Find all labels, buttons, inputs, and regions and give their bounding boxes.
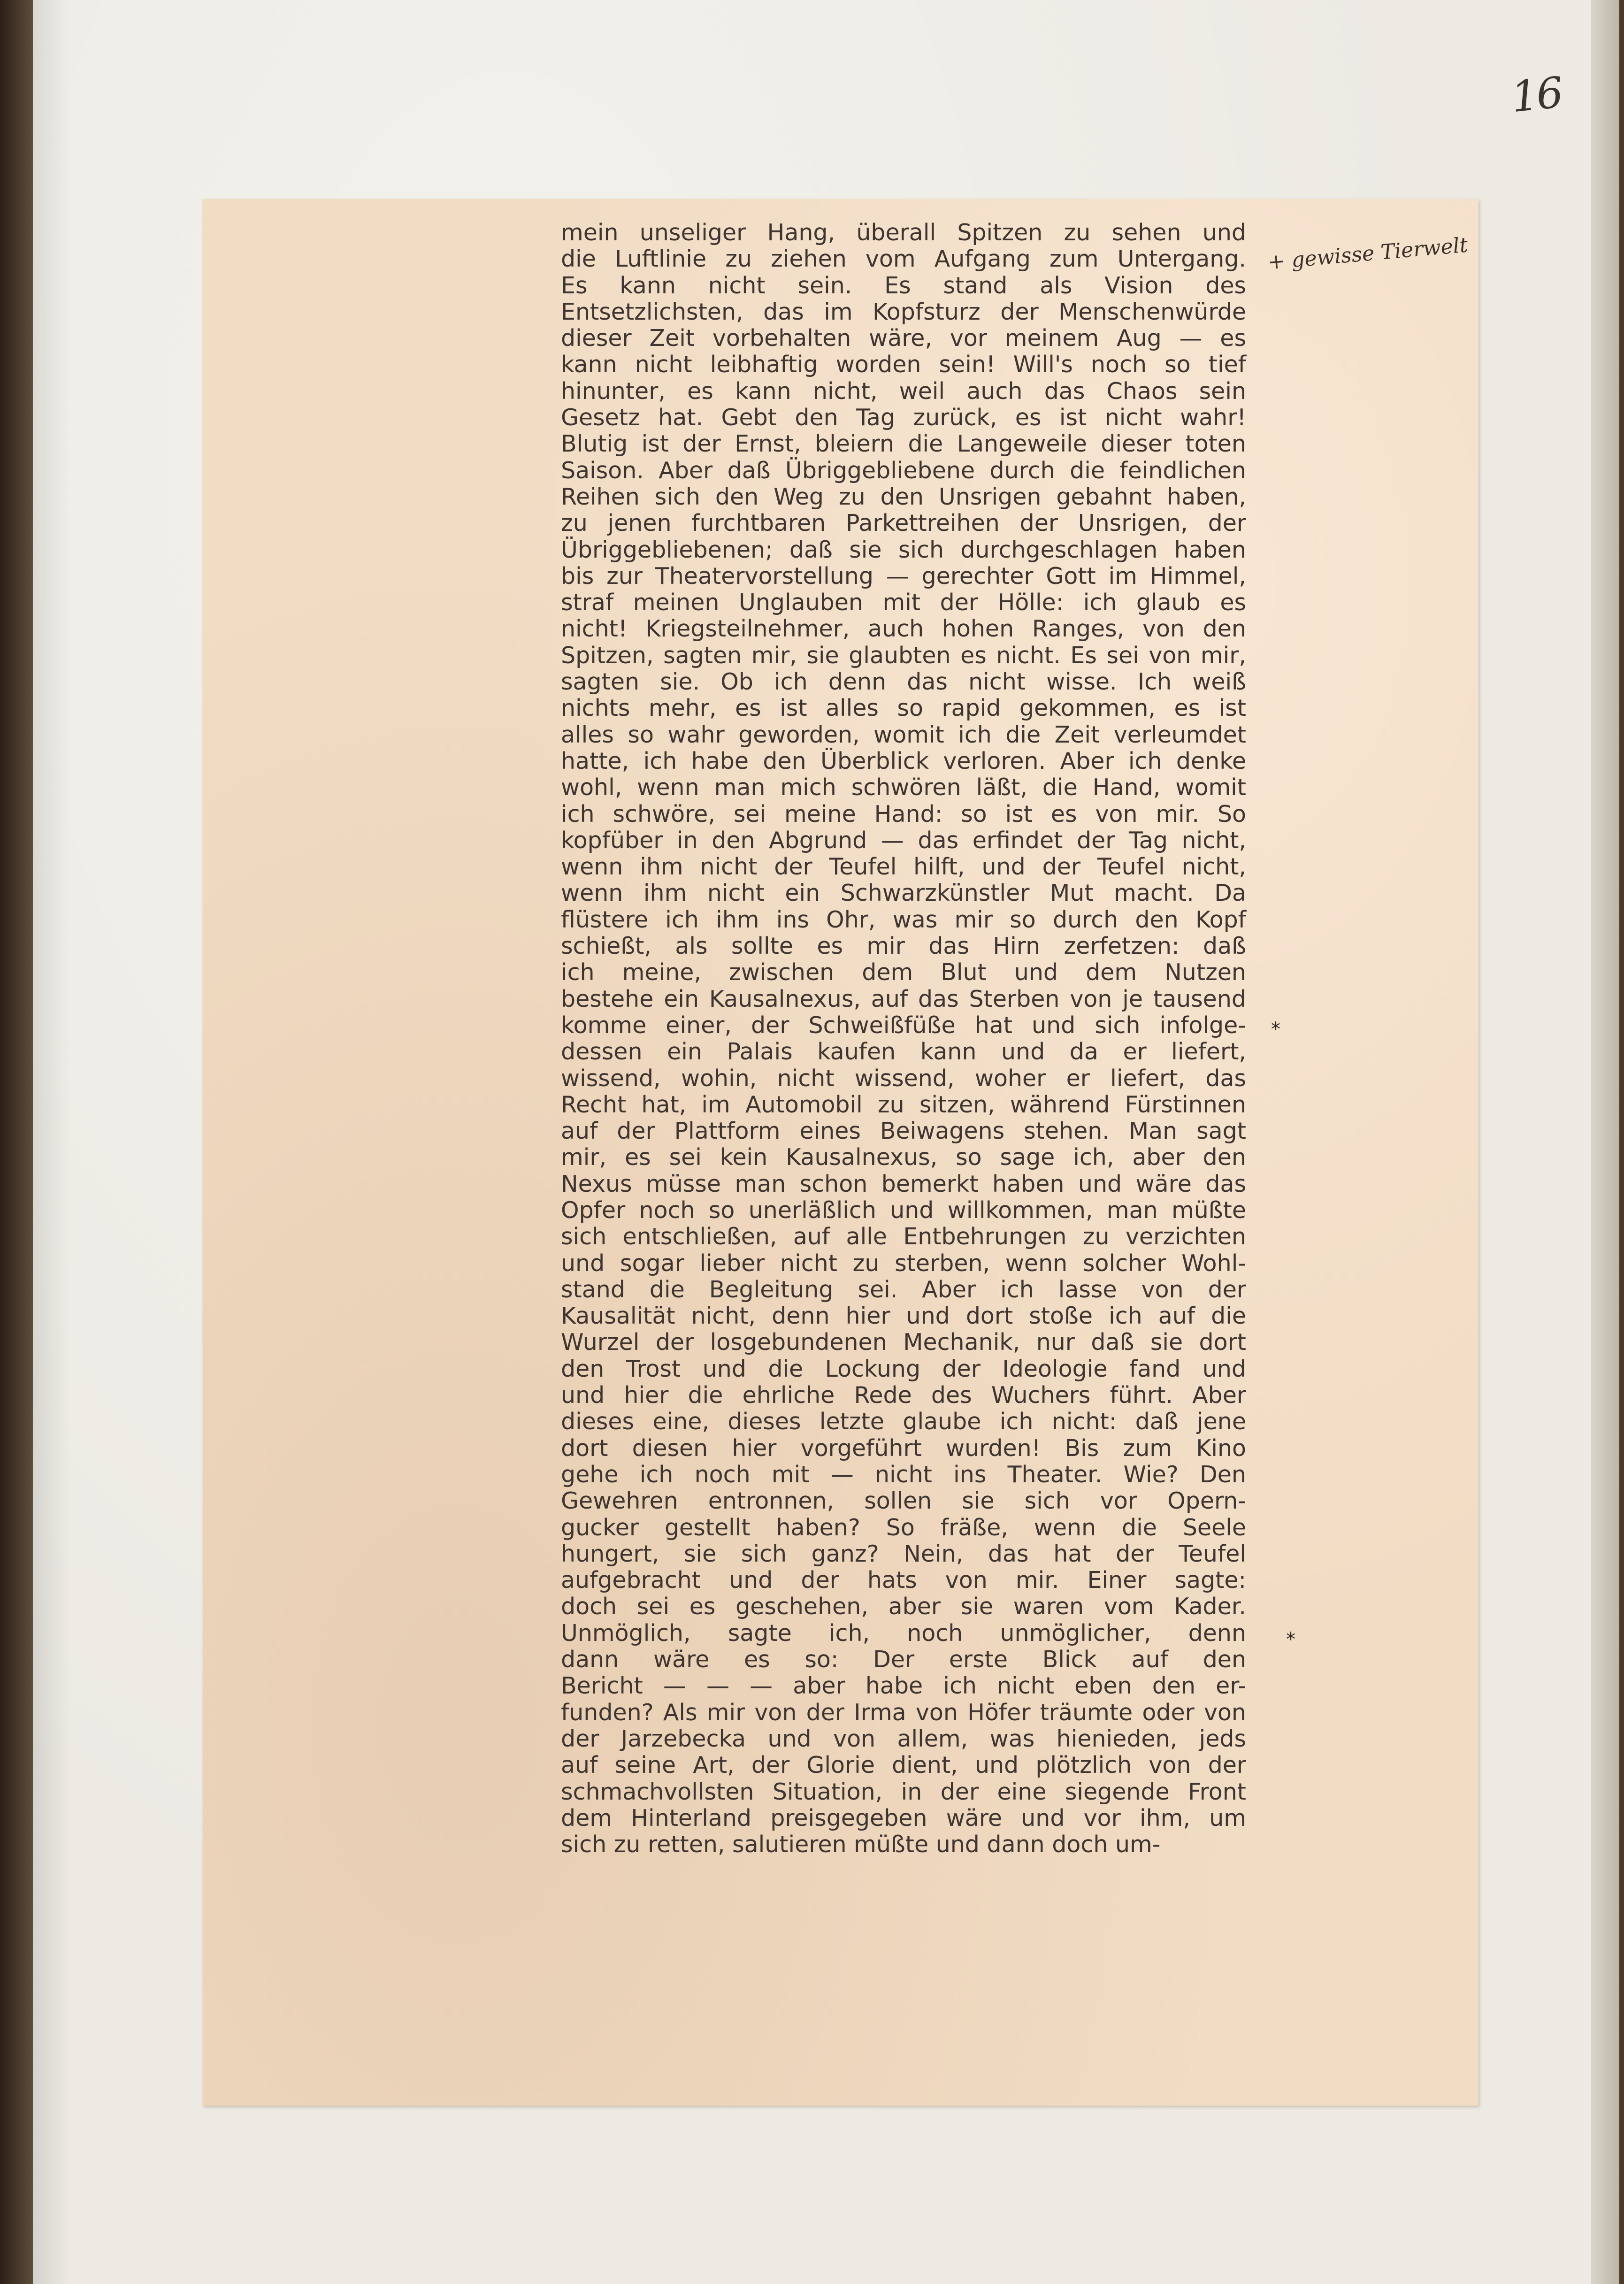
article-line: wohl, wenn man mich schwören läßt, die Hand, womit: [561, 774, 1246, 801]
article-line: dieser Zeit vorbehalten wäre, vor meinem Aug — es: [561, 325, 1246, 352]
article-line: und hier die ehrliche Rede des Wuchers führt. Aber: [561, 1382, 1246, 1409]
asterisk-mark: *: [1271, 1019, 1280, 1040]
article-line: Spitzen, sagten mir, sie glaubten es nicht. Es sei von mir,: [561, 642, 1246, 669]
article-line: stand die Begleitung sei. Aber ich lasse von der: [561, 1276, 1246, 1303]
article-line: Gewehren entronnen, sollen sie sich vor Opern-: [561, 1487, 1246, 1515]
article-line: Entsetzlichsten, das im Kopfsturz der Menschenwürde: [561, 298, 1246, 325]
article-line: Saison. Aber daß Übriggebliebene durch die feindlichen: [561, 457, 1246, 484]
article-line: hatte, ich habe den Überblick verloren. Aber ich denke: [561, 747, 1246, 774]
page-edge: [1591, 0, 1619, 2284]
article-line: bis zur Theatervorstellung — gerechter Gott im Himmel,: [561, 562, 1246, 590]
article-line: wenn ihm nicht der Teufel hilft, und der Teufel nicht,: [561, 853, 1246, 881]
article-line: sich entschließen, auf alle Entbehrungen zu verzichten: [561, 1223, 1246, 1250]
article-line: sagten sie. Ob ich denn das nicht wisse. Ich weiß: [561, 668, 1246, 696]
article-line: und sogar lieber nicht zu sterben, wenn solcher Wohl-: [561, 1249, 1246, 1277]
article-line: Reihen sich den Weg zu den Unsrigen gebahnt haben,: [561, 483, 1246, 510]
article-line: auf der Plattform eines Beiwagens stehen. Man sagt: [561, 1118, 1246, 1145]
article-line: dann wäre es so: Der erste Blick auf den: [561, 1646, 1246, 1673]
article-line: dem Hinterland preisgegeben wäre und vor ihm, um: [561, 1804, 1246, 1832]
article-line: dort diesen hier vorgeführt wurden! Bis zum Kino: [561, 1434, 1246, 1462]
article-line: Bericht — — — aber habe ich nicht eben den er-: [561, 1672, 1246, 1700]
article-line: auf seine Art, der Glorie dient, und plötzlich von der: [561, 1752, 1246, 1779]
handwritten-margin-note: + gewisse Tierwelt: [1266, 233, 1469, 275]
article-line: wenn ihm nicht ein Schwarzkünstler Mut macht. Da: [561, 880, 1246, 907]
article-line: Recht hat, im Automobil zu sitzen, während Fürstinnen: [561, 1091, 1246, 1118]
article-line: Opfer noch so unerläßlich und willkommen, man müßte: [561, 1196, 1246, 1224]
article-text-column: [561, 220, 1246, 1858]
folio-number: 16: [1509, 68, 1564, 123]
article-line: flüstere ich ihm ins Ohr, was mir so durch den Kopf: [561, 906, 1246, 933]
article-line: ich schwöre, sei meine Hand: so ist es von mir. So: [561, 800, 1246, 828]
article-line: gehe ich noch mit — nicht ins Theater. Wie? Den: [561, 1461, 1246, 1488]
article-line: Übriggebliebenen; daß sie sich durchgeschlagen haben: [561, 536, 1246, 563]
article-line: doch sei es geschehen, aber sie waren vom Kader.: [561, 1593, 1246, 1620]
article-line: dessen ein Palais kaufen kann und da er liefert,: [561, 1038, 1246, 1065]
article-line: straf meinen Unglauben mit der Hölle: ich glaub es: [561, 589, 1246, 616]
article-line: Nexus müsse man schon bemerkt haben und wäre das: [561, 1170, 1246, 1197]
article-line: Blutig ist der Ernst, bleiern die Langeweile dieser toten: [561, 430, 1246, 458]
article-line: kann nicht leibhaftig worden sein! Will's noch so tief: [561, 351, 1246, 378]
article-line: sich zu retten, salutieren müßte und dann doch um-: [561, 1831, 1161, 1858]
article-line: nicht! Kriegsteilnehmer, auch hohen Ranges, von den: [561, 615, 1246, 643]
article-line: den Trost und die Lockung der Ideologie fand und: [561, 1355, 1246, 1382]
article-line: mir, es sei kein Kausalnexus, so sage ich, aber den: [561, 1144, 1246, 1171]
article-line: aufgebracht und der hats von mir. Einer sagte:: [561, 1567, 1246, 1594]
article-line: hinunter, es kann nicht, weil auch das Chaos sein: [561, 377, 1246, 405]
article-line: Kausalität nicht, denn hier und dort stoße ich auf die: [561, 1303, 1246, 1330]
article-line: bestehe ein Kausalnexus, auf das Sterben von je tausend: [561, 985, 1246, 1012]
article-line: schießt, als sollte es mir das Hirn zerfetzen: daß: [561, 933, 1246, 960]
article-line: Unmöglich, sagte ich, noch unmöglicher, denn: [561, 1619, 1246, 1647]
article-line: komme einer, der Schweißfüße hat und sich infolge-: [561, 1012, 1246, 1039]
article-line: Wurzel der losgebundenen Mechanik, nur daß sie dort: [561, 1329, 1246, 1356]
article-line: die Luftlinie zu ziehen vom Aufgang zum Untergang.: [561, 245, 1246, 273]
article-line: der Jarzebecka und von allem, was hienieden, jeds: [561, 1725, 1246, 1752]
article-line: hungert, sie sich ganz? Nein, das hat der Teufel: [561, 1540, 1246, 1567]
article-line: gucker gestellt haben? So fräße, wenn die Seele: [561, 1514, 1246, 1541]
article-line: alles so wahr geworden, womit ich die Zeit verleumdet: [561, 721, 1246, 748]
article-line: schmachvollsten Situation, in der eine siegende Front: [561, 1778, 1246, 1805]
article-line: funden? Als mir von der Irma von Höfer träumte oder von: [561, 1699, 1246, 1726]
article-line: ich meine, zwischen dem Blut und dem Nutzen: [561, 959, 1246, 986]
asterisk-mark: *: [1286, 1629, 1295, 1650]
article-line: dieses eine, dieses letzte glaube ich nicht: daß jene: [561, 1408, 1246, 1435]
article-line: zu jenen furchtbaren Parkettreihen der Unsrigen, der: [561, 510, 1246, 537]
article-line: wissend, wohin, nicht wissend, woher er liefert, das: [561, 1065, 1246, 1092]
article-line: mein unseliger Hang, überall Spitzen zu sehen und: [561, 219, 1246, 246]
article-line: nichts mehr, es ist alles so rapid gekommen, es ist: [561, 695, 1246, 722]
article-line: Gesetz hat. Gebt den Tag zurück, es ist nicht wahr!: [561, 404, 1246, 431]
article-line: kopfüber in den Abgrund — das erfindet der Tag nicht,: [561, 827, 1246, 854]
article-line: Es kann nicht sein. Es stand als Vision des: [561, 272, 1246, 299]
